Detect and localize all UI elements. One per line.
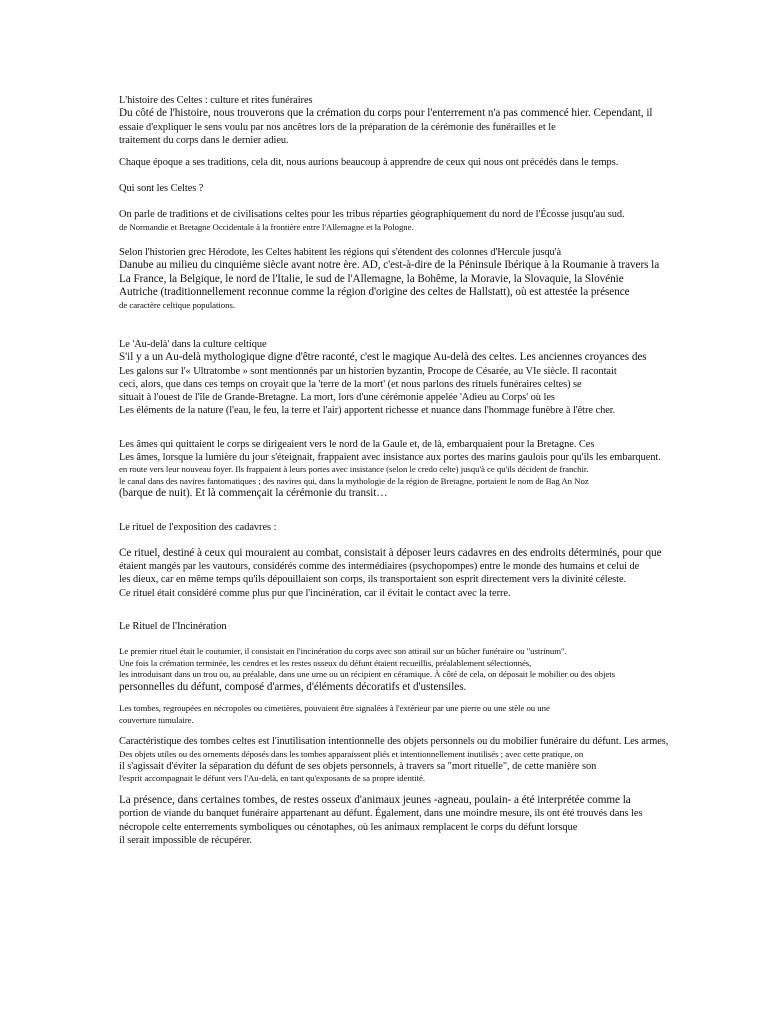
- audela-line-2: Les galons sur l'« Ultratombe » sont mentionnés par un historien byzantin, Procope de Césarée, au VIe siècle. Il racontait: [119, 365, 617, 377]
- exposition-line-4: Ce rituel était considéré comme plus pur que l'incinération, car il évitait le contact avec la terre.: [119, 587, 511, 599]
- presence-line-2: portion de viande du banquet funéraire appartenant au défunt. Également, dans une moindre mesure, ils ont été trouvés dans les: [119, 808, 643, 820]
- incineration-line-2: Une fois la crémation terminée, les cendres et les restes osseux du défunt étaient recueillis, préalablement sélectionnés,: [119, 657, 532, 668]
- presence-line-4: il serait impossible de récupérer.: [119, 834, 253, 846]
- ames-line-4: le canal dans des navires fantomatiques ; des navires qui, dans la mythologie de la région de Bretagne, portaient le nom de Bag An Noz: [119, 475, 589, 486]
- section-heading-incineration: Le Rituel de l'Incinération: [119, 620, 227, 632]
- document-title: L'histoire des Celtes : culture et rites funéraires: [119, 95, 313, 106]
- section-heading-qui-sont: Qui sont les Celtes ?: [119, 183, 204, 195]
- caracteristique-line-2: Des objets utiles ou des ornements déposés dans les tombes apparaissent pliés et intentionnellement inutilisés ; avec cette pratique, on: [119, 748, 584, 759]
- herodote-line-4: Autriche (traditionnellement reconnue comme la région d'origine des celtes de Hallstatt), où est attestée la présence: [119, 286, 630, 299]
- audela-line-1: S'il y a un Au-delà mythologique digne d'être raconté, c'est le magique Au-delà des celtes. Les anciennes croyances des: [119, 351, 647, 364]
- incineration-line-3: les introduisant dans un trou ou, au préalable, dans une urne ou un récipient en céramique. À côté de cela, on déposait le mobilier ou des objets: [119, 669, 615, 680]
- herodote-line-5: de caractère celtique populations.: [119, 299, 236, 310]
- intro-line-2: essaie d'expliquer le sens voulu par nos ancêtres lors de la préparation de la cérémonie des funérailles et le: [119, 121, 556, 133]
- ames-line-5: (barque de nuit). Et là commençait la cérémonie du transit…: [119, 487, 388, 500]
- document-page: [119, 94, 699, 847]
- section-heading-au-dela: Le 'Au-delà' dans la culture celtique: [119, 339, 267, 351]
- incineration-line-1: Le premier rituel était le coutumier, il consistait en l'incinération du corps avec son attirail sur un bûcher funéraire ou "ustrinum".: [119, 646, 567, 657]
- caracteristique-line-3: il s'agissait d'éviter la séparation du défunt de ses objets personnels, à travers sa "mort rituelle", de cette manière son: [119, 761, 597, 773]
- tribus-line-1: On parle de traditions et de civilisations celtes pour les tribus réparties géographiquement du nord de l'Écosse jusqu'au sud.: [119, 209, 625, 221]
- herodote-line-2: Danube au milieu du cinquième siècle avant notre ère. AD, c'est-à-dire de la Péninsule Ibérique à la Roumanie à travers la: [119, 259, 660, 272]
- audela-line-4: situait à l'ouest de l'île de Grande-Bretagne. La mort, lors d'une cérémonie appelée 'Adieu au Corps' où les: [119, 392, 555, 404]
- tombes-line-2: couverture tumulaire.: [119, 714, 194, 725]
- section-heading-exposition: Le rituel de l'exposition des cadavres :: [119, 521, 277, 533]
- exposition-line-2: étaient mangés par les vautours, considérés comme des intermédiaires (psychopompes) entre le monde des humains et celui de: [119, 561, 640, 573]
- caracteristique-line-1: Caractéristique des tombes celtes est l'inutilisation intentionnelle des objets personnels ou du mobilier funéraire du défunt. Les armes,: [119, 736, 669, 748]
- ames-line-3: en route vers leur nouveau foyer. Ils frappaient à leurs portes avec insistance (selon le credo celte) jusqu'à ce qu'ils décident de franchir.: [119, 464, 589, 475]
- exposition-line-3: les dieux, car en même temps qu'ils dépouillaient son corps, ils transportaient son esprit directement vers la divinité céleste.: [119, 574, 627, 586]
- caracteristique-line-4: l'esprit accompagnait le défunt vers l'Au-delà, en tant qu'exposants de sa propre identité.: [119, 773, 426, 784]
- exposition-line-1: Ce rituel, destiné à ceux qui mouraient au combat, consistait à déposer leurs cadavres en des endroits déterminés, pour que: [119, 546, 662, 559]
- herodote-line-1: Selon l'historien grec Hérodote, les Celtes habitent les régions qui s'étendent des colonnes d'Hercule jusqu'à: [119, 247, 562, 259]
- audela-line-5: Les éléments de la nature (l'eau, le feu, la terre et l'air) apportent richesse et nuance dans l'hommage funèbre à l'être cher.: [119, 405, 616, 417]
- presence-line-3: nécropole celte enterrements symboliques ou cénotaphes, où les animaux remplacent le corps du défunt lorsque: [119, 821, 578, 833]
- epoque-paragraph: Chaque époque a ses traditions, cela dit, nous aurions beaucoup à apprendre de ceux qui nous ont précédés dans le temps.: [119, 157, 619, 169]
- tribus-line-2: de Normandie et Bretagne Occidentale à la frontière entre l'Allemagne et la Pologne.: [119, 221, 414, 232]
- presence-line-1: La présence, dans certaines tombes, de restes osseux d'animaux jeunes -agneau, poulain- a été interprétée comme la: [119, 794, 631, 807]
- intro-line-3: traitement du corps dans le dernier adieu.: [119, 134, 289, 146]
- incineration-line-4: personnelles du défunt, composé d'armes, d'éléments décoratifs et d'ustensiles.: [119, 680, 467, 693]
- ames-line-2: Les âmes, lorsque la lumière du jour s'éteignait, frappaient avec insistance aux portes des marins gaulois pour qu'ils les embarquent.: [119, 451, 661, 463]
- herodote-line-3: La France, la Belgique, le nord de l'Italie, le sud de l'Allemagne, la Bohême, la Moravie, la Slovaquie, la Slovénie: [119, 272, 624, 285]
- ames-line-1: Les âmes qui quittaient le corps se dirigeaient vers le nord de la Gaule et, de là, embarquaient pour la Bretagne. Ces: [119, 438, 595, 450]
- tombes-line-1: Les tombes, regroupées en nécropoles ou cimetières, pouvaient être signalées à l'extérieur par une pierre ou une stèle ou une: [119, 703, 550, 714]
- intro-line-1: Du côté de l'histoire, nous trouverons que la crémation du corps pour l'enterrement n'a pas commencé hier. Cependant, il: [119, 107, 653, 120]
- audela-line-3: ceci, alors, que dans ces temps on croyait que la 'terre de la mort' (et nous parlons des rituels funéraires celtes) se: [119, 379, 582, 391]
